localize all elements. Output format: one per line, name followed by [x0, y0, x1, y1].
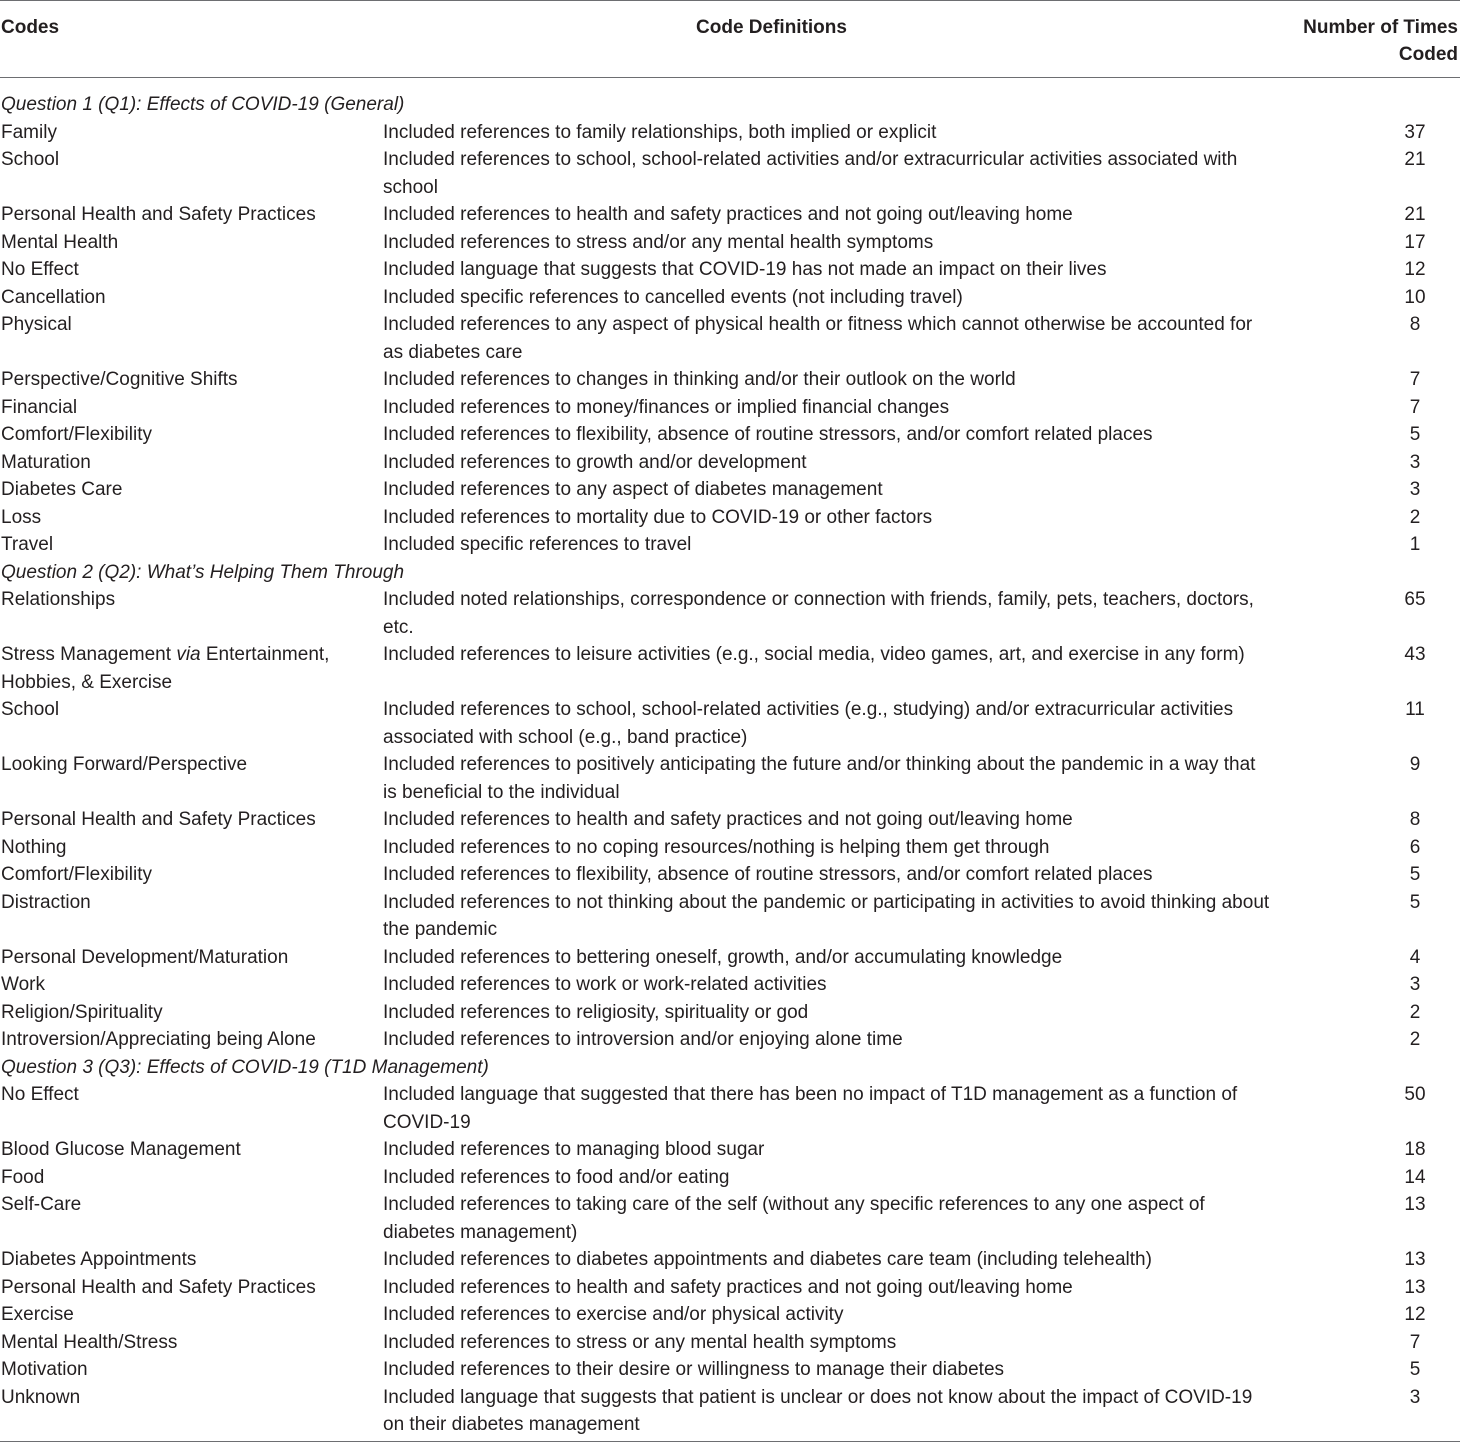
definition-cell: Included references to diabetes appointments and diabetes care team (including telehealth): [383, 1249, 1152, 1270]
count-cell: 5: [1409, 424, 1421, 445]
definition-cell: Included references to managing blood sugar: [383, 1139, 765, 1160]
count-cell: 7: [1409, 396, 1421, 418]
code-cell: Diabetes Appointments: [1, 1249, 197, 1270]
code-cell: Cancellation: [1, 286, 106, 308]
code-cell: Mental Health: [1, 231, 119, 253]
table-row: [0, 971, 1460, 999]
code-cell: Self-Care: [1, 1194, 82, 1215]
definition-cell: Included references to not thinking about the pandemic or participating in activities to avoid thinking about the pandemic: [383, 891, 1270, 940]
table-row: [0, 201, 1460, 229]
definition-cell: Included specific references to travel: [383, 534, 692, 555]
definition-cell: Included references to health and safety practices and not going out/leaving home: [383, 1276, 1073, 1298]
count-cell: 3: [1409, 479, 1421, 500]
table-row: [0, 284, 1460, 312]
count-cell: 8: [1409, 314, 1421, 335]
definition-cell: Included references to family relationships, both implied or explicit: [383, 121, 937, 143]
definition-cell: Included references to no coping resources/nothing is helping them get through: [383, 836, 1050, 858]
definition-cell: Included references to food and/or eating: [383, 1166, 730, 1188]
table-row: [0, 641, 1460, 696]
section-header-row: [0, 1054, 1460, 1082]
definition-cell: Included references to school, school-related activities and/or extracurricular activities associated with school: [383, 149, 1238, 198]
definition-cell: Included references to their desire or willingness to manage their diabetes: [383, 1359, 1005, 1380]
header-definitions: Code Definitions: [383, 1, 1300, 78]
count-cell: 13: [1404, 1276, 1426, 1298]
code-cell: Blood Glucose Management: [1, 1139, 241, 1160]
count-cell: 2: [1409, 1001, 1421, 1023]
header-count: Number of Times Coded: [1300, 1, 1460, 78]
table-row: [0, 449, 1460, 477]
count-cell: 65: [1404, 589, 1426, 610]
definition-cell: Included references to growth and/or development: [383, 451, 807, 473]
table-row: [0, 421, 1460, 449]
table-row: [0, 1246, 1460, 1274]
table-body: [0, 78, 1460, 1442]
table-row: [0, 311, 1460, 366]
count-cell: 3: [1409, 974, 1421, 995]
count-cell: 18: [1404, 1139, 1426, 1160]
code-cell: Introversion/Appreciating being Alone: [1, 1029, 316, 1050]
code-text: Stress Management: [1, 644, 177, 665]
count-cell: 13: [1404, 1194, 1426, 1215]
code-cell: Maturation: [1, 451, 91, 473]
count-cell: 8: [1409, 809, 1421, 830]
code-cell: School: [1, 699, 60, 720]
count-cell: 21: [1404, 149, 1426, 170]
definition-cell: Included references to introversion and/or enjoying alone time: [383, 1029, 903, 1050]
header-row: [0, 1, 1460, 78]
count-cell: 5: [1409, 891, 1421, 913]
count-cell: 43: [1404, 644, 1426, 665]
code-cell: Mental Health/Stress: [1, 1331, 178, 1353]
table-row: [0, 751, 1460, 806]
section-title: Question 3 (Q3): Effects of COVID-19 (T1D Management): [1, 1056, 489, 1078]
count-cell: 11: [1405, 699, 1425, 720]
code-cell: Food: [1, 1166, 45, 1188]
count-cell: 5: [1409, 1359, 1421, 1380]
count-cell: 21: [1404, 204, 1426, 225]
code-cell: Work: [1, 974, 45, 995]
code-cell: Family: [1, 121, 57, 143]
table-row: [0, 1356, 1460, 1384]
table-row: [0, 1301, 1460, 1329]
count-cell: 2: [1409, 506, 1421, 528]
definition-cell: Included language that suggests that COVID-19 has not made an impact on their lives: [383, 259, 1107, 280]
definition-cell: Included references to flexibility, absence of routine stressors, and/or comfort related places: [383, 864, 1153, 885]
table-row: [0, 366, 1460, 394]
code-cell: No Effect: [1, 1084, 79, 1105]
count-cell: 3: [1409, 451, 1421, 473]
code-cell: Personal Development/Maturation: [1, 946, 289, 968]
table-row: [0, 531, 1460, 559]
definition-cell: Included references to mortality due to COVID-19 or other factors: [383, 506, 933, 528]
table-row: [0, 806, 1460, 834]
definition-cell: Included references to religiosity, spirituality or god: [383, 1001, 809, 1023]
code-cell: Loss: [1, 506, 42, 528]
count-cell: 1: [1409, 534, 1421, 555]
count-cell: 50: [1404, 1084, 1426, 1105]
section-title: Question 2 (Q2): What’s Helping Them Through: [1, 561, 405, 583]
definition-cell: Included references to any aspect of diabetes management: [383, 479, 883, 500]
definition-cell: Included references to exercise and/or physical activity: [383, 1304, 844, 1325]
table-row: [0, 229, 1460, 257]
table-row: [0, 119, 1460, 147]
code-cell: Looking Forward/Perspective: [1, 754, 248, 775]
code-cell: Comfort/Flexibility: [1, 864, 152, 885]
definition-cell: Included references to health and safety practices and not going out/leaving home: [383, 204, 1073, 225]
definition-cell: Included references to work or work-related activities: [383, 974, 827, 995]
count-cell: 13: [1404, 1249, 1426, 1270]
code-cell: [0, 641, 383, 696]
code-cell: Travel: [1, 534, 54, 555]
table-row: [0, 586, 1460, 641]
count-cell: 2: [1409, 1029, 1421, 1050]
definition-cell: Included language that suggested that there has been no impact of T1D management as a function of COVID-19: [383, 1084, 1238, 1133]
table-row: [0, 1081, 1460, 1136]
code-cell: School: [1, 149, 60, 170]
count-cell: 7: [1409, 1331, 1421, 1353]
code-cell: Perspective/Cognitive Shifts: [1, 369, 238, 390]
count-cell: 17: [1404, 231, 1426, 253]
count-cell: 3: [1300, 1384, 1460, 1442]
definition-cell: Included references to flexibility, absence of routine stressors, and/or comfort related places: [383, 424, 1153, 445]
table-row: [0, 146, 1460, 201]
code-cell: Diabetes Care: [1, 479, 123, 500]
table-row: [0, 1026, 1460, 1054]
definition-cell: Included references to positively anticipating the future and/or thinking about the pandemic in a way that is beneficial to the individual: [383, 754, 1256, 803]
definition-cell: Included references to bettering oneself, growth, and/or accumulating knowledge: [383, 946, 1063, 968]
table-row: [0, 999, 1460, 1027]
count-cell: 14: [1404, 1166, 1426, 1188]
definition-cell: Included specific references to cancelled events (not including travel): [383, 286, 963, 308]
definition-cell: Included references to money/finances or implied financial changes: [383, 396, 950, 418]
definition-cell: Included references to health and safety practices and not going out/leaving home: [383, 809, 1073, 830]
definition-cell: Included references to changes in thinking and/or their outlook on the world: [383, 369, 1016, 390]
code-cell: Comfort/Flexibility: [1, 424, 152, 445]
code-emphasis: via: [176, 644, 201, 665]
code-cell: Personal Health and Safety Practices: [1, 204, 316, 225]
definition-cell: Included references to school, school-related activities (e.g., studying) and/or extracurricular activities associated with school (e.g., band practice): [383, 699, 1234, 748]
definition-cell: Included language that suggests that patient is unclear or does not know about the impact of COVID-19 on their diabetes management: [383, 1384, 1300, 1442]
definition-cell: Included references to taking care of the self (without any specific references to any one aspect of diabetes management): [383, 1194, 1205, 1243]
count-cell: 12: [1404, 1304, 1426, 1325]
table-row: [0, 504, 1460, 532]
code-cell: Relationships: [1, 589, 116, 610]
table-row: [0, 1274, 1460, 1302]
definition-cell: Included references to stress or any mental health symptoms: [383, 1331, 897, 1353]
definition-cell: Included references to stress and/or any mental health symptoms: [383, 231, 934, 253]
code-cell: Motivation: [1, 1359, 88, 1380]
table-row: [0, 256, 1460, 284]
code-cell: Distraction: [1, 891, 91, 913]
table-row: [0, 1164, 1460, 1192]
count-cell: 9: [1409, 754, 1421, 775]
table-row: [0, 1329, 1460, 1357]
code-cell: Physical: [1, 314, 72, 335]
table-row: [0, 394, 1460, 422]
table-row: [0, 861, 1460, 889]
table-row: [0, 834, 1460, 862]
definition-cell: Included noted relationships, correspondence or connection with friends, family, pets, teachers, doctors, etc.: [383, 589, 1254, 638]
code-cell: Nothing: [1, 836, 67, 858]
count-cell: 5: [1409, 864, 1421, 885]
table-row: [0, 476, 1460, 504]
code-text: Entertainment, Hobbies, & Exercise: [1, 644, 330, 693]
count-cell: 6: [1409, 836, 1421, 858]
table-row: [0, 1191, 1460, 1246]
header-codes: Codes: [0, 1, 383, 78]
table-row: [0, 696, 1460, 751]
count-cell: 37: [1404, 121, 1426, 143]
section-title: Question 1 (Q1): Effects of COVID-19 (General): [1, 94, 405, 115]
section-header-row: [0, 78, 1460, 119]
code-cell: Religion/Spirituality: [1, 1001, 163, 1023]
table-row: [0, 1136, 1460, 1164]
count-cell: 4: [1409, 946, 1421, 968]
count-cell: 7: [1409, 369, 1421, 390]
table-row: [0, 889, 1460, 944]
count-cell: 12: [1404, 259, 1426, 280]
code-cell: Personal Health and Safety Practices: [1, 1276, 316, 1298]
section-header-row: [0, 559, 1460, 587]
count-cell: 10: [1404, 286, 1426, 308]
definition-cell: Included references to any aspect of physical health or fitness which cannot otherwise be accounted for as diabetes care: [383, 314, 1253, 363]
code-cell: Exercise: [1, 1304, 74, 1325]
code-cell: No Effect: [1, 259, 79, 280]
code-cell: Financial: [1, 396, 78, 418]
definition-cell: Included references to leisure activities (e.g., social media, video games, art, and exercise in any form): [383, 644, 1245, 665]
table-row: [0, 1384, 1460, 1442]
code-cell: Personal Health and Safety Practices: [1, 809, 316, 830]
code-cell: Unknown: [0, 1384, 383, 1442]
table-row: [0, 944, 1460, 972]
